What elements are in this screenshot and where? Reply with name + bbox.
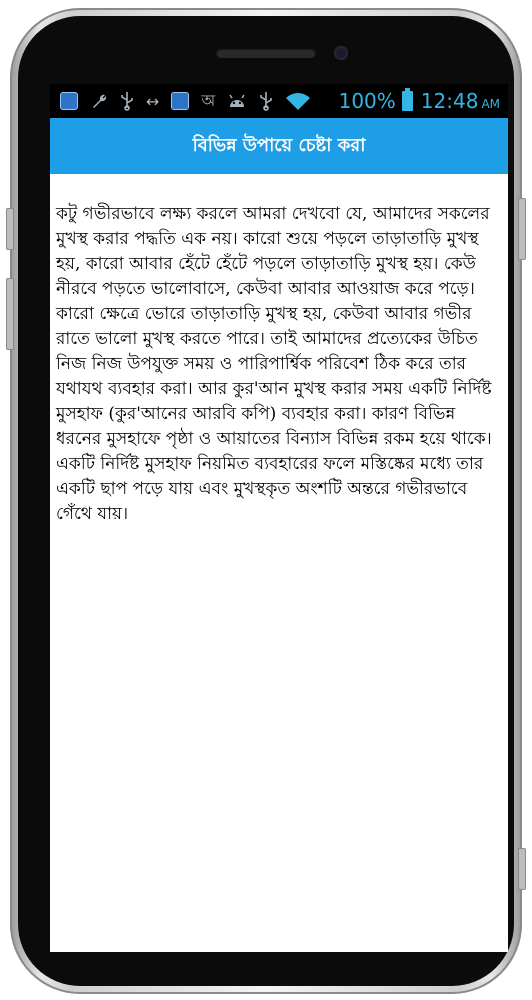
- front-camera: [334, 46, 348, 60]
- article-body: কটু গভীরভাবে লক্ষ্য করলে আমরা দেখবো যে, আমাদের সকলের মুখস্থ করার পদ্ধতি এক নয়। কারো শুয়ে পড়লে তাড়াতাড়ি মুখস্থ হয়, কারো আবার হেঁটে হেঁটে পড়লে তাড়াতাড়ি মুখস্থ হয়। কেউ নীরবে পড়তে ভালোবাসে, কেউবা আবার আওয়াজ করে পড়ে। কারো ক্ষেত্রে ভোরে তাড়াতাড়ি মুখস্থ হয়, কেউবা আবার গভীর রাতে ভালো মুখস্থ করতে পারে। তাই আমাদের প্রত্যেকের উচিত নিজ নিজ উপযুক্ত সময় ও পারিপার্শ্বিক পরিবেশ ঠিক করে তার যথাযথ ব্যবহার করা। আর কুর'আন মুখস্থ করার সময় একটি নির্দিষ্ট মুসহাফ (কুর'আনের আরবি কপি) ব্যবহার করা। কারণ বিভিন্ন ধরনের মুসহাফে পৃষ্ঠা ও আয়াতের বিন্যাস বিভিন্ন রকম হয়ে থাকে। একটি নির্দিষ্ট মুসহাফ নিয়মিত ব্যবহারের ফলে মস্তিষ্কের মধ্যে তার একটি ছাপ পড়ে যায় এবং মুখস্থকৃত অংশটি অন্তরে গভীরভাবে গেঁথে যায়।: [56, 204, 492, 524]
- screen: [50, 84, 508, 952]
- volume-up-button[interactable]: [6, 208, 14, 250]
- volume-down-button[interactable]: [6, 278, 14, 350]
- status-bar: [50, 84, 508, 118]
- phone-frame: [10, 8, 522, 994]
- wifi-icon: [285, 90, 311, 112]
- camera-button[interactable]: [518, 848, 526, 890]
- page-title: বিভিন্ন উপায়ে চেষ্টা করা: [192, 134, 366, 156]
- clock-ampm: AM: [481, 97, 500, 111]
- earpiece-speaker: [216, 48, 316, 58]
- android-icon: [227, 90, 247, 112]
- power-button[interactable]: [518, 198, 526, 260]
- clock-time: 12:48: [420, 89, 479, 113]
- app-notification-icon: [60, 90, 78, 112]
- data-arrows-icon: ↔: [146, 91, 160, 111]
- usb-icon: [120, 90, 134, 112]
- bengali-keyboard-icon: অ: [201, 90, 216, 110]
- usb-icon-2: [259, 90, 273, 112]
- app-notification-icon-2: [171, 90, 189, 112]
- battery-percent: 100%: [338, 89, 396, 113]
- action-bar: [50, 118, 508, 174]
- battery-icon: [402, 91, 413, 111]
- wrench-icon: [90, 90, 108, 112]
- article-content[interactable]: [50, 174, 508, 952]
